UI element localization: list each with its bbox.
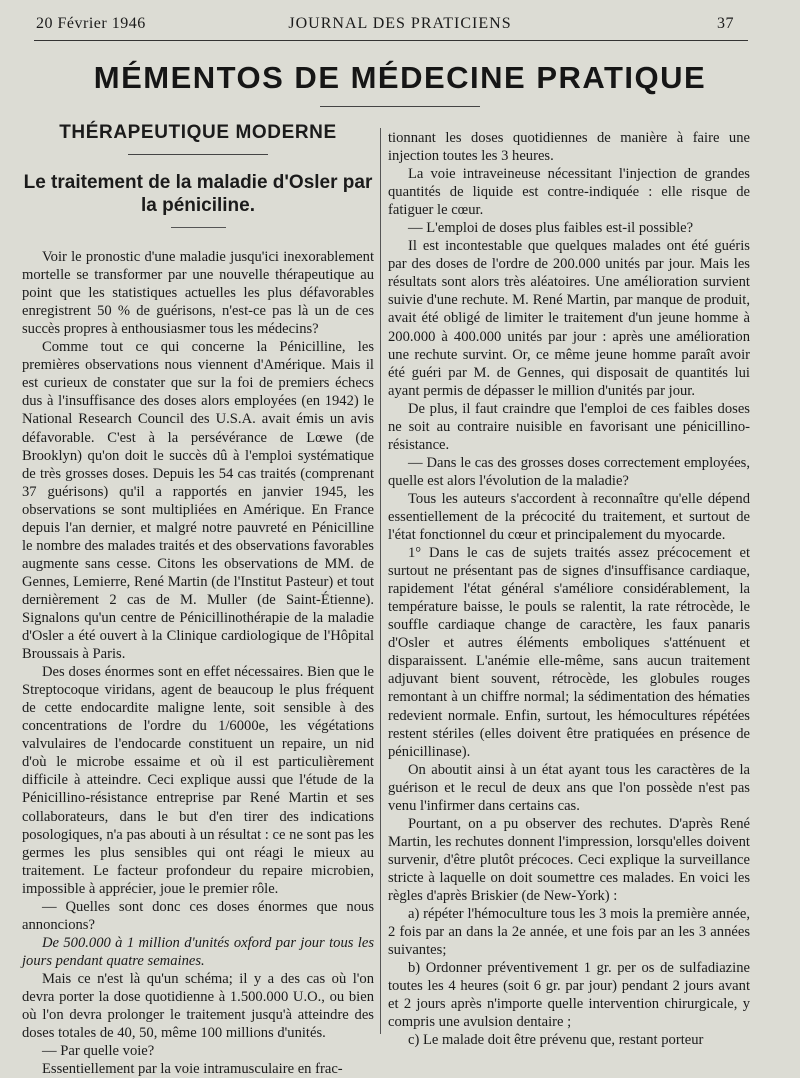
article-title: Le traitement de la maladie d'Osler par la péniciline. <box>23 172 373 217</box>
paragraph: Tous les auteurs s'accordent à reconnaître qu'elle dépend essentiellement de la précocité du traitement, et surtout de l'état fonctionnel du cœur et principalement du myocarde. <box>388 490 750 544</box>
title-rule <box>320 106 480 107</box>
section-rule <box>128 154 268 155</box>
list-item: c) Le malade doit être prévenu que, restant porteur <box>408 1032 704 1049</box>
list-item: a) répéter l'hémoculture tous les 3 mois la première année, 2 fois par an dans la 2e année, et une fois par an les 3 années suivantes; <box>388 906 750 959</box>
paragraph: Voir le pronostic d'une maladie jusqu'ici inexorablement mortelle se transformer par une nouvelle thérapeutique au point que les statistiques actuelles les plus défavorables enregistrent 50 % de guérisons, n'est-ce pas là un de ces succès propres à enthousiasmer tous les médecins? <box>22 249 374 338</box>
paragraph: 1° Dans le cas de sujets traités assez précocement et surtout ne présentant pas de signes d'insuffisance cardiaque, rapidement l'état général s'améliore considérablement, la température baisse, le pouls se ralentit, la rate rétrocède, le souffle cardiaque change de caractère, les faux panaris d'Osler et autres éléments emboliques s'atténuent et disparaissent. L'anémie elle-même, sans aucun traitement adjuvant bient souvent, rétrocède, les globules rouges remontant à un chiffre normal; la sédimentation des hématies redevient normale. Enfin, surtout, les hémocultures répétées restent stériles (elles doivent être pratiquées en présence de pénicillinase). <box>388 545 750 760</box>
paragraph: Il est incontestable que quelques malades ont été guéris par des doses de l'ordre de 200.000 unités par jour. Mais les résultats sont alors très aléatoires. Une amélioration survient suivie d'une rechute. M. René Martin, par manque de produit, avait été obligé de limiter le traitement d'un jeune homme à 200.000 à 400.000 unités par jour : après une amélioration une rechute survint. Or, ce même jeune homme paraît avoir été guéri par M. de Gennes, qui disposait de quantités lui ayant permis de dépasser le million d'unités par jour. <box>388 238 750 399</box>
paragraph: De 500.000 à 1 million d'unités oxford par jour tous les jours pendant quatre semaines. <box>22 934 374 969</box>
paragraph: — Dans le cas des grosses doses correctement employées, quelle est alors l'évolution de la maladie? <box>388 454 750 489</box>
paragraph: — Par quelle voie? <box>42 1043 155 1060</box>
paragraph: On aboutit ainsi à un état ayant tous les caractères de la guérison et le recul de deux ans que l'on possède n'est pas venu l'infirmer dans certains cas. <box>388 761 750 814</box>
paragraph: — L'emploi de doses plus faibles est-il possible? <box>408 220 694 237</box>
header-page-number: 37 <box>717 15 734 32</box>
list-item: b) Ordonner préventivement 1 gr. per os de sulfadiazine toutes les 4 heures (soit 6 gr. par jour) pendant 2 jours avant et 2 jours après n'importe quelle intervention chirurgicale, y compris une avulsion dentaire ; <box>388 960 750 1031</box>
paragraph: tionnant les doses quotidiennes de manière à faire une injection toutes les 3 heures. <box>388 130 750 165</box>
paragraph: La voie intraveineuse nécessitant l'injection de grandes quantités de liquide est contre-indiquée : elle risque de fatiguer le cœur. <box>388 166 750 219</box>
paragraph: Comme tout ce qui concerne la Pénicilline, les premières observations nous viennent d'Amérique. Mais il est curieux de constater que sur la foi de premiers échecs dus à l'insuffisance des doses alors employées (en 1942) le National Research Council des U.S.A. avait émis un avis défavorable. C'est à la persévérance de Lœwe (de Brooklyn) qu'on doit le succès dû à l'emploi systématique de très grosses doses. Depuis les 54 cas traités (comprenant 37 guérisons) qu'il a rapportés en janvier 1945, les observations se sont multipliées en Amérique. En France depuis l'an dernier, et malgré notre pauvreté en Pénicilline le nombre des malades traités et des observations favorables augmente sans cesse. Citons les observations de MM. de Gennes, Lemierre, René Martin (de l'Institut Pasteur) et tout dernièrement 2 cas de M. Muller (de Saint-Étienne). Signalons qu'un centre de Pénicillinothérapie de la maladie d'Osler a été ouvert à la Clinique cardiologique de l'Hôpital Broussais à Paris. <box>22 339 374 663</box>
left-body <box>22 248 374 1078</box>
paragraph: — Quelles sont donc ces doses énormes que nous annoncions? <box>22 898 374 933</box>
main-title: MÉMENTOS DE MÉDECINE PRATIQUE <box>93 60 707 95</box>
section-title: THÉRAPEUTIQUE MODERNE <box>59 122 337 143</box>
article-rule <box>171 227 226 228</box>
left-column <box>22 122 374 1078</box>
paragraph: Pourtant, on a pu observer des rechutes. D'après René Martin, les rechutes donnent l'impression, lorsqu'elles doivent survenir, d'être plutôt précoces. Ceci explique la surveillance stricte à laquelle on doit soumettre ces malades. En voici les règles d'après Briskier (de New-York) : <box>388 815 750 904</box>
paragraph: Mais ce n'est là qu'un schéma; il y a des cas où l'on devra porter la dose quotidienne à 1.500.000 U.O., ou bien où l'on devra prolonger le traitement jusqu'à atteindre des doses totales de 40, 50, même 100 millions d'unités. <box>22 970 374 1042</box>
page-header <box>0 0 800 46</box>
header-journal-name: JOURNAL DES PRATICIENS <box>288 15 512 32</box>
paragraph: Essentiellement par la voie intramusculaire en frac- <box>42 1061 343 1078</box>
column-separator <box>380 128 381 1034</box>
paragraph: De plus, il faut craindre que l'emploi de ces faibles doses ne soit au contraire nuisible en favorisant une pénicillino-résistance. <box>388 400 750 453</box>
right-column <box>388 129 750 1049</box>
paragraph: Des doses énormes sont en effet nécessaires. Bien que le Streptocoque viridans, agent de beaucoup le plus fréquent de cette endocardite maligne lente, soit sensible à des concentrations de l'ordre du 1/6000e, les végétations valvulaires de l'endocarde constituent un repaire, un nid d'où le microbe essaime et où il est particulièrement difficile à atteindre. Ceci explique aussi que l'étude de la Pénicillino-résistance entreprise par René Martin et ses collaborateurs, dans le but d'en tirer des indications posologiques, n'a pas abouti à un résultat : ce ne sont pas les germes les plus sensibles qui ont réagi le mieux au traitement. Le facteur profondeur du repaire microbien, impossible à apprécier, joue le premier rôle. <box>22 664 374 897</box>
header-rule <box>34 40 748 41</box>
header-date: 20 Février 1946 <box>36 15 146 32</box>
